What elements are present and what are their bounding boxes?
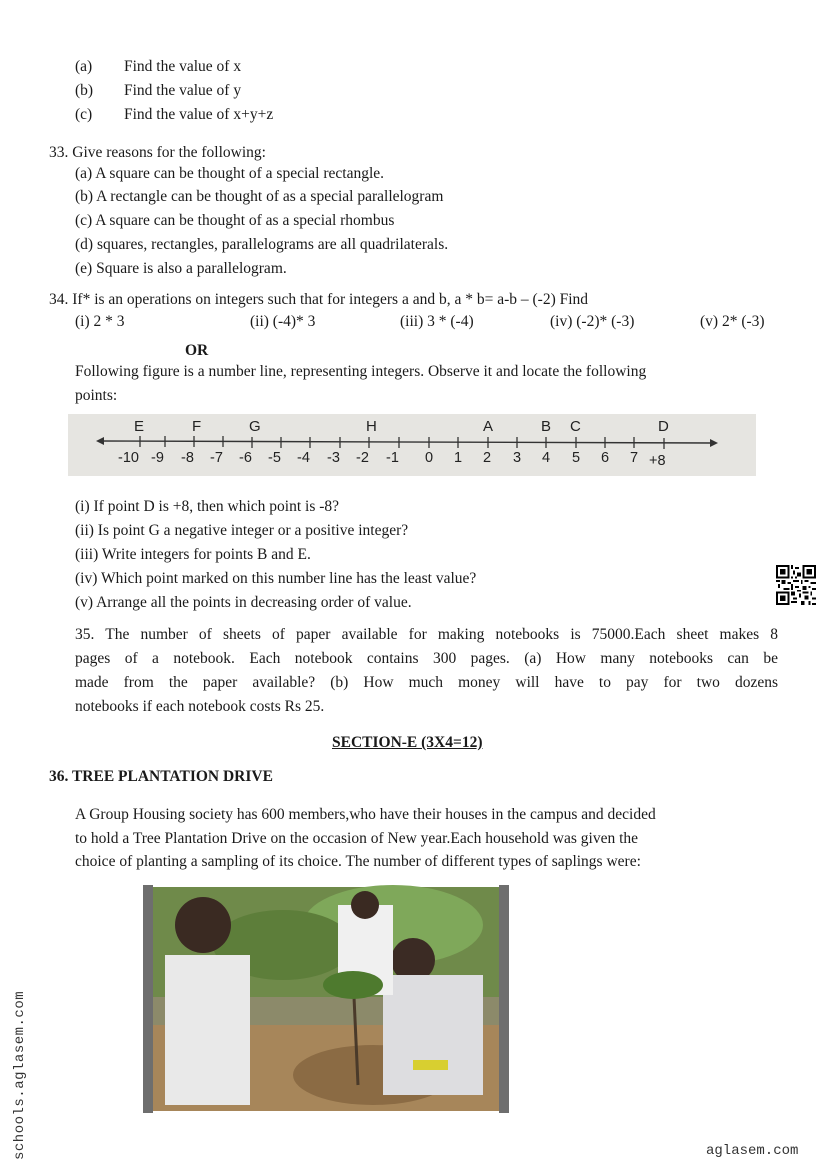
q34-question-iii: (iii) Write integers for points B and E. <box>75 546 311 563</box>
tick-label: -4 <box>297 450 310 466</box>
q33-item-d: (d) squares, rectangles, parallelograms are all quadrilaterals. <box>75 236 449 253</box>
q33-item-b: (b) A rectangle can be thought of as a special parallelogram <box>75 188 444 205</box>
q34-part-iii: (iii) 3 * (-4) <box>400 313 474 330</box>
q35-line3: made from the paper available? (b) How much money will have to pay for two dozens <box>75 674 778 691</box>
tick-label: 2 <box>483 450 492 466</box>
bottom-watermark: aglasem.com <box>706 1143 799 1159</box>
tick-label: -9 <box>151 450 164 466</box>
section-e-heading: SECTION-E (3X4=12) <box>332 734 483 751</box>
q34-part-v: (v) 2* (-3) <box>700 313 765 330</box>
q32-label-a: (a) <box>75 58 93 75</box>
tick-label: -7 <box>210 450 223 466</box>
q34-part-i: (i) 2 * 3 <box>75 313 125 330</box>
tick-label: 6 <box>601 450 610 466</box>
tick-label: -6 <box>239 450 252 466</box>
side-watermark: schools.aglasem.com <box>12 990 28 1160</box>
q36-line3: choice of planting a sampling of its choice. The number of different types of saplings were: <box>75 853 641 870</box>
point-B-label: B <box>541 418 552 435</box>
q35-line1: 35. The number of sheets of paper available for making notebooks is 75000.Each sheet makes 8 <box>75 626 778 643</box>
tick-label: 7 <box>630 450 639 466</box>
tick-label: -8 <box>181 450 194 466</box>
point-G-label: G <box>249 418 261 435</box>
tick-label: -1 <box>386 450 399 466</box>
point-H-label: H <box>366 418 377 435</box>
q32-text-a: Find the value of x <box>124 58 242 75</box>
q34-part-ii: (ii) (-4)* 3 <box>250 313 316 330</box>
tick-label: +8 <box>649 453 666 469</box>
q35-line4: notebooks if each notebook costs Rs 25. <box>75 698 325 715</box>
point-C-label: C <box>570 418 581 435</box>
tick-label: 5 <box>572 450 581 466</box>
tick-label: 0 <box>425 450 434 466</box>
q32-text-b: Find the value of y <box>124 82 242 99</box>
tree-plantation-photo <box>143 885 509 1113</box>
q36-title: 36. TREE PLANTATION DRIVE <box>49 768 273 785</box>
tick-label: -2 <box>356 450 369 466</box>
q34-question-iv: (iv) Which point marked on this number line has the least value? <box>75 570 477 587</box>
q33-item-c: (c) A square can be thought of as a special rhombus <box>75 212 395 229</box>
tick-label: 3 <box>513 450 522 466</box>
q35-line2: pages of a notebook. Each notebook contains 300 pages. (a) How many notebooks can be <box>75 650 778 667</box>
q34-question-i: (i) If point D is +8, then which point is -8? <box>75 498 340 515</box>
point-D-label: D <box>658 418 669 435</box>
qr-code-icon[interactable] <box>776 565 816 605</box>
q34-part-iv: (iv) (-2)* (-3) <box>550 313 635 330</box>
q34-question-ii: (ii) Is point G a negative integer or a positive integer? <box>75 522 409 539</box>
q34-question-v: (v) Arrange all the points in decreasing order of value. <box>75 594 412 611</box>
q36-line1: A Group Housing society has 600 members,who have their houses in the campus and decided <box>75 806 656 823</box>
q32-text-c: Find the value of x+y+z <box>124 106 274 123</box>
tick-label: -10 <box>118 450 139 466</box>
q33-item-a: (a) A square can be thought of a special rectangle. <box>75 165 385 182</box>
tick-label: 1 <box>454 450 463 466</box>
number-line-figure <box>68 414 756 476</box>
q34-or: OR <box>185 342 209 359</box>
point-E-label: E <box>134 418 145 435</box>
q34-stem: 34. If* is an operations on integers such that for integers a and b, a * b= a-b – (-2) Find <box>49 291 589 308</box>
tick-label: -3 <box>327 450 340 466</box>
q34-alt-line1: Following figure is a number line, representing integers. Observe it and locate the following <box>75 363 647 380</box>
tick-label: -5 <box>268 450 281 466</box>
point-F-label: F <box>192 418 202 435</box>
q36-line2: to hold a Tree Plantation Drive on the occasion of New year.Each household was given the <box>75 830 639 847</box>
q33-stem: 33. Give reasons for the following: <box>49 144 266 161</box>
q34-alt-line2: points: <box>75 387 118 404</box>
q32-label-c: (c) <box>75 106 93 123</box>
q33-item-e: (e) Square is also a parallelogram. <box>75 260 287 277</box>
point-A-label: A <box>483 418 494 435</box>
tick-label: 4 <box>542 450 551 466</box>
q32-label-b: (b) <box>75 82 94 99</box>
